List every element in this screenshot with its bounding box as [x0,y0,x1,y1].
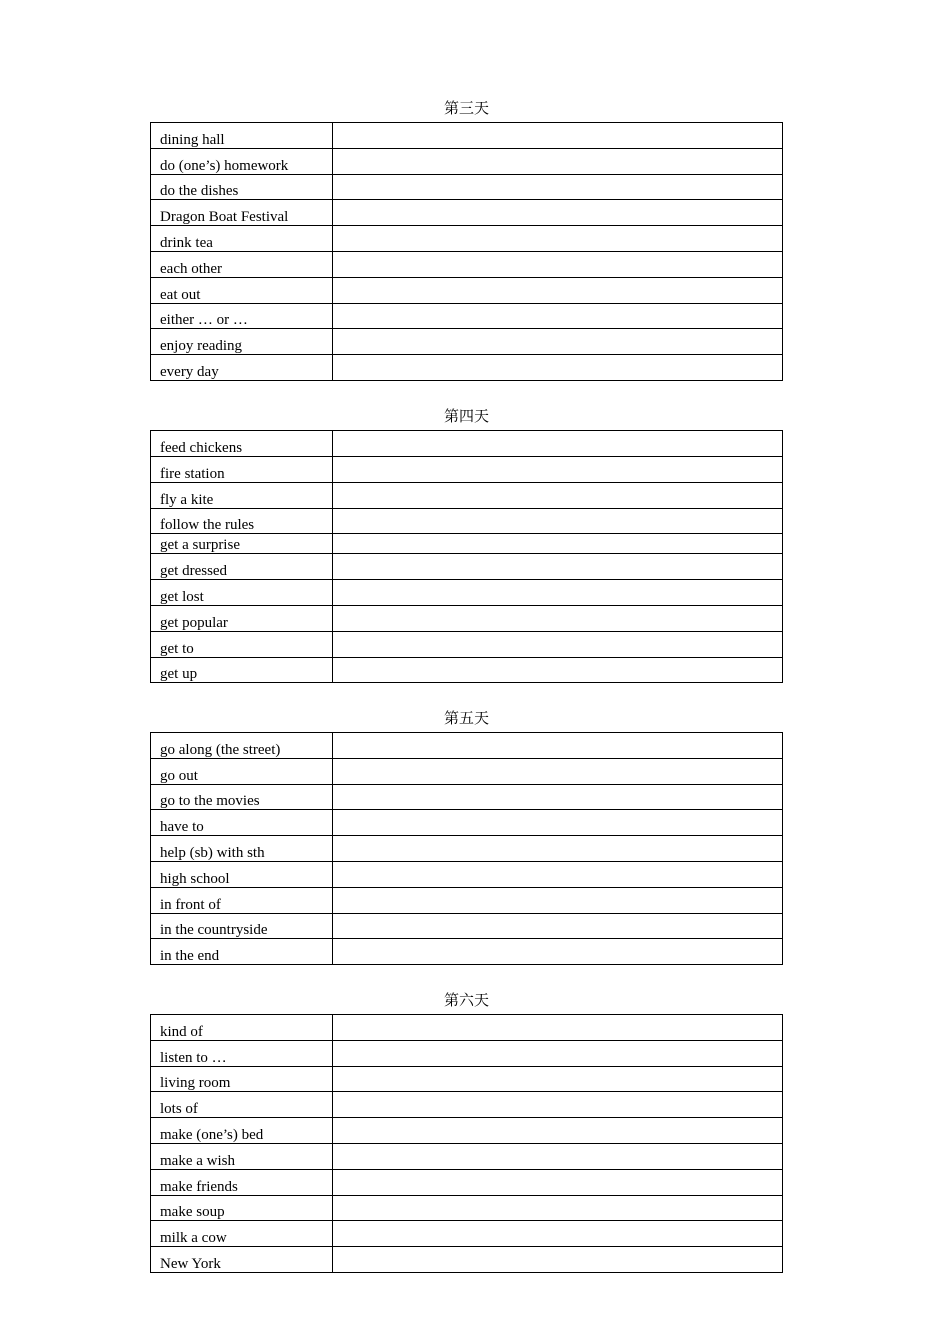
answer-cell[interactable] [333,1066,783,1092]
table-row [151,457,783,483]
phrase-cell: either … or … [151,303,333,329]
answer-cell[interactable] [333,355,783,381]
phrase-cell: do (one’s) homework [151,148,333,174]
table-row [151,251,783,277]
answer-cell[interactable] [333,939,783,965]
phrase-cell: help (sb) with sth [151,836,333,862]
answer-cell[interactable] [333,174,783,200]
vocab-table [150,122,783,381]
phrase-cell: make a wish [151,1143,333,1169]
table-row [151,836,783,862]
phrase-cell: dining hall [151,123,333,149]
table-row [151,939,783,965]
table-row [151,483,783,509]
phrase-cell: eat out [151,277,333,303]
phrase-cell: do the dishes [151,174,333,200]
answer-cell[interactable] [333,733,783,759]
answer-cell[interactable] [333,580,783,606]
answer-cell[interactable] [333,431,783,457]
section-title: 第五天 [443,711,489,727]
phrase-cell: get dressed [151,554,333,580]
answer-cell[interactable] [333,1195,783,1221]
phrase-cell: fire station [151,457,333,483]
phrase-cell: fly a kite [151,483,333,509]
answer-cell[interactable] [333,887,783,913]
answer-cell[interactable] [333,148,783,174]
answer-cell[interactable] [333,1092,783,1118]
phrase-cell: go out [151,758,333,784]
table-row [151,784,783,810]
answer-cell[interactable] [333,200,783,226]
phrase-cell: get popular [151,606,333,632]
phrase-cell: follow the rules [151,509,333,534]
answer-cell[interactable] [333,123,783,149]
table-row [151,861,783,887]
answer-cell[interactable] [333,861,783,887]
section-day-3 [150,101,783,381]
table-row [151,580,783,606]
phrase-cell: make soup [151,1195,333,1221]
table-row [151,632,783,658]
table-row [151,810,783,836]
table-row [151,431,783,457]
answer-cell[interactable] [333,251,783,277]
table-row [151,733,783,759]
table-row [151,534,783,554]
answer-cell[interactable] [333,784,783,810]
vocab-table [150,430,783,683]
answer-cell[interactable] [333,509,783,534]
phrase-cell: feed chickens [151,431,333,457]
table-row [151,1092,783,1118]
table-row [151,303,783,329]
phrase-cell: kind of [151,1015,333,1041]
answer-cell[interactable] [333,1143,783,1169]
answer-cell[interactable] [333,483,783,509]
table-row [151,1247,783,1273]
phrase-cell: get lost [151,580,333,606]
answer-cell[interactable] [333,758,783,784]
phrase-cell: Dragon Boat Festival [151,200,333,226]
answer-cell[interactable] [333,1169,783,1195]
table-row [151,887,783,913]
answer-cell[interactable] [333,606,783,632]
table-row [151,1143,783,1169]
answer-cell[interactable] [333,836,783,862]
phrase-cell: get to [151,632,333,658]
table-row [151,174,783,200]
section-day-4 [150,409,783,683]
table-row [151,1015,783,1041]
answer-cell[interactable] [333,226,783,252]
table-row [151,554,783,580]
phrase-cell: living room [151,1066,333,1092]
answer-cell[interactable] [333,1118,783,1144]
phrase-cell: New York [151,1247,333,1273]
table-row [151,226,783,252]
answer-cell[interactable] [333,329,783,355]
answer-cell[interactable] [333,554,783,580]
phrase-cell: in the end [151,939,333,965]
answer-cell[interactable] [333,457,783,483]
table-row [151,1195,783,1221]
phrase-cell: every day [151,355,333,381]
phrase-cell: high school [151,861,333,887]
phrase-cell: listen to … [151,1040,333,1066]
answer-cell[interactable] [333,277,783,303]
phrase-cell: drink tea [151,226,333,252]
section-title: 第四天 [443,409,489,425]
phrase-cell: make (one’s) bed [151,1118,333,1144]
table-row [151,355,783,381]
section-day-5 [150,711,783,965]
phrase-cell: go to the movies [151,784,333,810]
table-row [151,1066,783,1092]
phrase-cell: in the countryside [151,913,333,939]
phrase-cell: have to [151,810,333,836]
phrase-cell: get up [151,658,333,683]
section-title: 第六天 [443,993,489,1009]
answer-cell[interactable] [333,303,783,329]
phrase-cell: get a surprise [151,534,333,554]
answer-cell[interactable] [333,658,783,683]
section-title: 第三天 [443,101,489,117]
table-row [151,509,783,534]
answer-cell[interactable] [333,1247,783,1273]
table-row [151,758,783,784]
table-row [151,1169,783,1195]
answer-cell[interactable] [333,1221,783,1247]
phrase-cell: go along (the street) [151,733,333,759]
table-row [151,1118,783,1144]
phrase-cell: in front of [151,887,333,913]
table-row [151,1221,783,1247]
table-row [151,329,783,355]
phrase-cell: make friends [151,1169,333,1195]
table-row [151,200,783,226]
phrase-cell: milk a cow [151,1221,333,1247]
answer-cell[interactable] [333,810,783,836]
phrase-cell: lots of [151,1092,333,1118]
table-row [151,606,783,632]
phrase-cell: enjoy reading [151,329,333,355]
vocab-table [150,1014,783,1273]
answer-cell[interactable] [333,632,783,658]
answer-cell[interactable] [333,534,783,554]
vocab-table [150,732,783,965]
table-row [151,1040,783,1066]
answer-cell[interactable] [333,1015,783,1041]
table-row [151,123,783,149]
phrase-cell: each other [151,251,333,277]
section-day-6 [150,993,783,1273]
table-row [151,913,783,939]
table-row [151,277,783,303]
table-row [151,658,783,683]
answer-cell[interactable] [333,1040,783,1066]
table-row [151,148,783,174]
answer-cell[interactable] [333,913,783,939]
